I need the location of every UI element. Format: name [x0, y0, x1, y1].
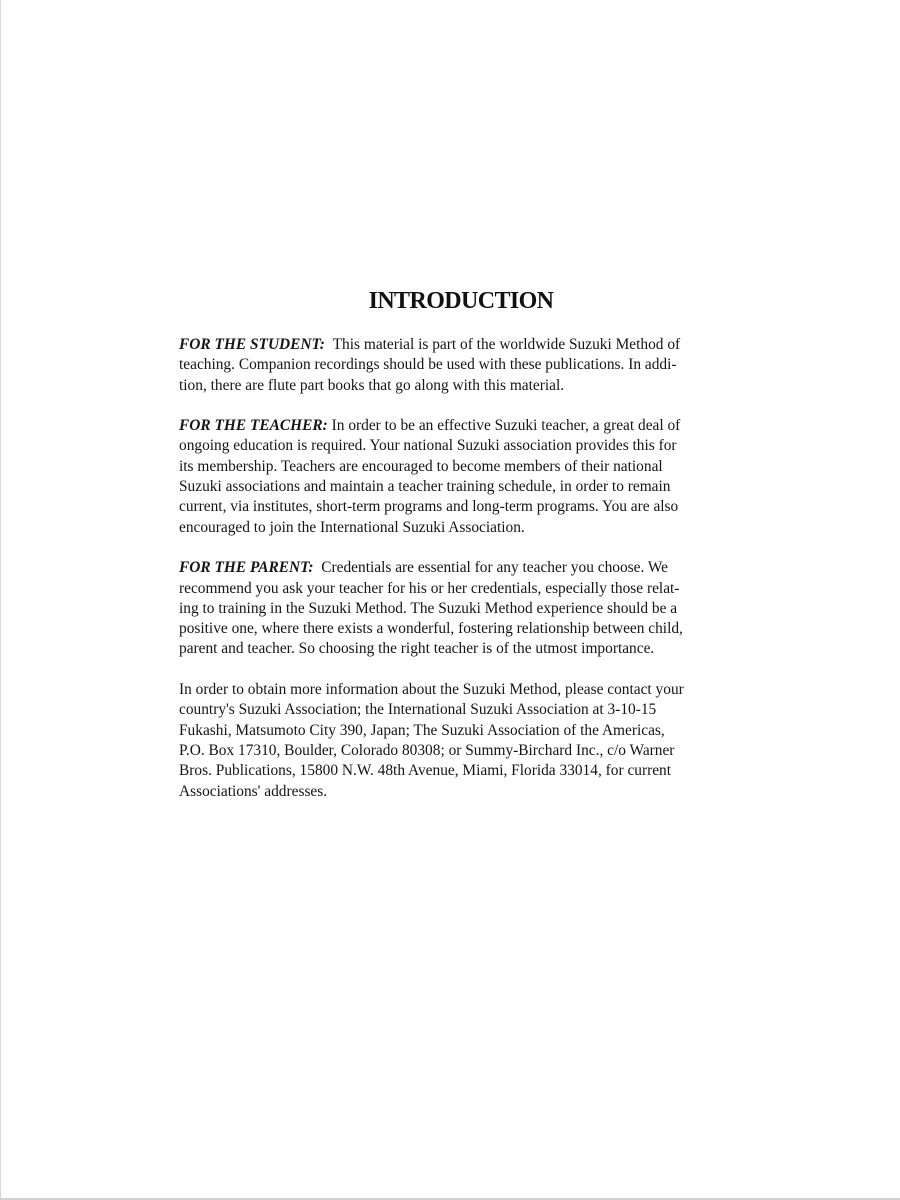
paragraph-line: ongoing education is required. Your national Suzuki association provides this for [179, 437, 677, 455]
teacher-paragraph [179, 416, 745, 538]
paragraph-line: country's Suzuki Association; the International Suzuki Association at 3-10-15 [179, 701, 657, 719]
paragraph-line: encouraged to join the International Suzuki Association. [179, 518, 525, 536]
student-heading: FOR THE STUDENT: [179, 336, 325, 353]
page-title: INTRODUCTION [368, 288, 554, 314]
teacher-heading: FOR THE TEACHER: [179, 417, 328, 435]
paragraph-line: Fukashi, Matsumoto City 390, Japan; The Suzuki Association of the Americas, [179, 721, 665, 739]
paragraph-line: In order to obtain more information about the Suzuki Method, please contact your [179, 681, 684, 699]
paragraph-line: recommend you ask your teacher for his or her credentials, especially those relat- [179, 579, 680, 597]
paragraph-line: ing to training in the Suzuki Method. The Suzuki Method experience should be a [179, 599, 678, 617]
paragraph-line: positive one, where there exists a wonderful, fostering relationship between child, [179, 620, 683, 638]
paragraph-line: tion, there are flute part books that go along with this material. [179, 376, 565, 394]
contact-paragraph [179, 680, 745, 802]
line-text: Credentials are essential for any teacher you choose. We [321, 559, 669, 577]
paragraph-line: teaching. Companion recordings should be used with these publications. In addi- [179, 356, 677, 374]
paragraph-line: P.O. Box 17310, Boulder, Colorado 80308; or Summy-Birchard Inc., c/o Warner [179, 741, 675, 759]
student-paragraph [179, 335, 745, 396]
paragraph-line: current, via institutes, short-term programs and long-term programs. You are also [179, 498, 679, 516]
paragraph-line [179, 416, 745, 436]
paragraph-line: Associations' addresses. [179, 782, 328, 800]
paragraph-line [179, 335, 745, 355]
parent-paragraph [179, 558, 745, 659]
paragraph-line: parent and teacher. So choosing the right teacher is of the utmost importance. [179, 640, 655, 658]
paragraph-line: Bros. Publications, 15800 N.W. 48th Avenue, Miami, Florida 33014, for current [179, 762, 672, 780]
page-left-edge [0, 0, 1, 1200]
paragraph-line: Suzuki associations and maintain a teacher training schedule, in order to remain [179, 478, 671, 496]
line-text: In order to be an effective Suzuki teacher, a great deal of [331, 417, 681, 435]
parent-heading: FOR THE PARENT: [179, 559, 314, 577]
paragraph-line [179, 558, 745, 578]
introduction-body [179, 335, 745, 822]
paragraph-line: its membership. Teachers are encouraged to become members of their national [179, 457, 663, 475]
line-text: This material is part of the worldwide Suzuki Method of [332, 336, 681, 353]
